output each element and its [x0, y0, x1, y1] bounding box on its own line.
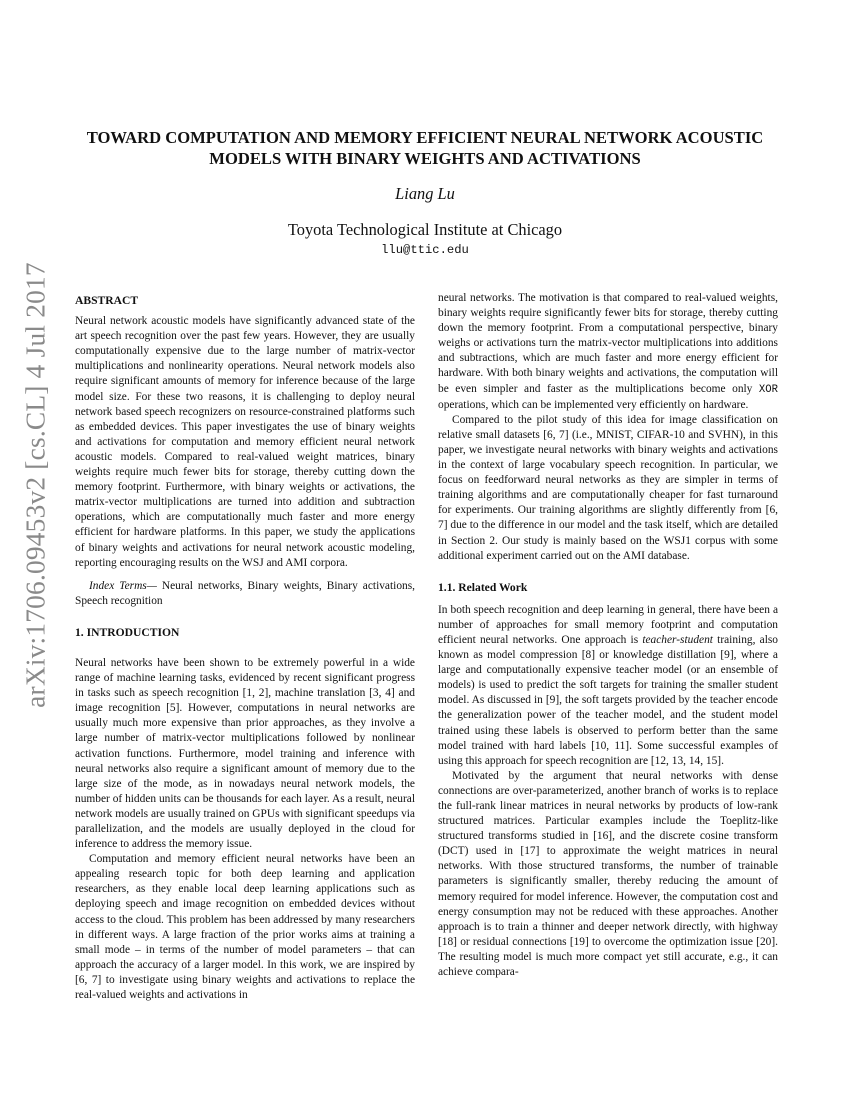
index-terms-label: Index Terms— — [89, 579, 157, 592]
index-terms — [75, 579, 415, 609]
teacher-student-term: teacher-student — [642, 633, 713, 646]
intro-paragraph-1: Neural networks have been shown to be extremely powerful in a wide range of machine learning tasks, evidenced by recent significant progress in tasks such as speech recognition [1, 2], machine translation [3, 4] and image recognition [5]. However, computations in neural networks are usually much more expensive than prior approaches, as they involve a large number of matrix-vector multiplications followed by nonlinear activation functions. Furthermore, model training and inference with neural networks also require a significant amount of memory due to the large size of the mode, as in nowadays neural network models, the number of hidden units can be thousands for each layer. As a result, neural network models are usually trained on GPUs with significant speedups via parallelization, and the models are usually deployed in the cloud for inference to address the memory issue. — [75, 656, 415, 851]
arxiv-identifier — [6, 262, 66, 708]
intro-paragraph-2: Computation and memory efficient neural networks have been an appealing research topic for both deep learning and application researchers, as they enable local deep learning applications such as deploying speech and image recognition on embedded devices without access to the cloud. This problem has been addressed by many researchers in different ways. A large fraction of the prior works aims at training a small mode – in terms of the number of model parameters – that can approach the accuracy of a larger model. In this work, we are inspired by [6, 7] to investigate using binary weights and activations to replace the real-valued weights and activations in — [75, 853, 415, 1002]
intro-paragraph-4: Compared to the pilot study of this idea for image classification on relative small datasets [6, 7] (i.e., MNIST, CIFAR-10 and SVHN), in this paper, we investigate neural networks with binary weights and activations in the context of large vocabulary speech recognition. In particular, we focus on feedforward neural networks as they are simpler in terms of training algorithms and are computationally cheaper for fast turnaround for experiments. Our training algorithms are slightly differently from [6, 7] due to the difference in our model and the task itself, which are detailed in Section 2. Our study is mainly based on the WSJ1 corpus with some additional experiment carried out on the AMI database. — [438, 413, 778, 562]
paper-title — [75, 127, 775, 169]
paper-title-line-1: TOWARD COMPUTATION AND MEMORY EFFICIENT NEURAL NETWORK ACOUSTIC — [86, 128, 764, 147]
related-paragraph-1 — [438, 603, 778, 769]
index-terms-text: Neural networks, Binary weights, Binary activations, Speech recognition — [75, 579, 415, 607]
related-paragraph-1-part-b: training, also known as model compression [8] or knowledge distillation [9], where a large and computationally expensive teacher model (or an ensemble of models) is used to predict the soft targets for training the smaller student model. As discussed in [9], the soft targets provided by the teacher encode the generalization power of the teacher model, and the student model trained using these labels is observed to perform better than the same model trained with hard labels [10, 11]. Some successful examples of using this approach for speech recognition are [12, 13, 14, 15]. — [438, 633, 778, 767]
abstract-text: Neural network acoustic models have significantly advanced state of the art speech recognition over the past few years. However, they are usually computationally expensive due to the large number of matrix-vector multiplications and nonlinearity operations. Neural network models also require significant amounts of memory for inference because of the large model size. For these two reasons, it is challenging to deploy neural network based speech recognizers on resource-constrained platforms such as embedded devices. This paper investigates the use of binary weights and activations for computation and memory efficient neural network acoustic models. Compared to real-valued weight matrices, binary weights require much fewer bits for storage, thereby cutting down the memory footprint. Furthermore, with binary weights or activations, the matrix-vector multiplications are turned into addition and subtraction operations, which are computationally much faster and more energy efficient for hardware platforms. In this paper, we study the applications of binary weights and activations for neural network acoustic modeling, reporting encouraging results on the WSJ and AMI corpora. — [75, 315, 415, 569]
paper-title-line-2: MODELS WITH BINARY WEIGHTS AND ACTIVATIONS — [209, 149, 641, 168]
author-name: Liang Lu — [395, 184, 455, 203]
author-email: llu@ttic.edu — [381, 243, 469, 257]
intro-paragraph-3-part-b: operations, which can be implemented very efficiently on hardware. — [438, 398, 749, 411]
related-work-heading: 1.1. Related Work — [438, 580, 528, 594]
right-column — [438, 291, 778, 980]
related-paragraph-2: Motivated by the argument that neural networks with dense connections are over-parameterized, another branch of works is to replace the full-rank linear matrices in neural networks by products of low-rank structured matrices. Particular examples include the Toeplitz-like structured transforms studied in [16], and the discrete cosine transform (DCT) used in [17] to approximate the weight matrices in neural networks. With those structured transforms, the number of trainable parameters is significantly smaller, thereby reducing the amount of memory required for model inference. However, the computation cost and energy consumption may not be reduced with these approaches. Another approach is to train a thinner and deeper network directly, with highway [18] or residual connections [19] to overcome the optimization issue [20]. The resulting model is much more compact yet still accurate, e.g., it can achieve compara- — [438, 769, 778, 979]
intro-paragraph-3-part-a: neural networks. The motivation is that compared to real-valued weights, binary weights require significantly fewer bits for storage, thereby cutting down the memory footprint. From a computational perspective, binary weighs or activations turn the matrix-vector multiplications into additions and subtractions, which are much faster and more energy efficient for hardware. With both binary weights and activations, the computation will be even simpler and faster as the multiplications become only — [438, 292, 778, 395]
left-column — [75, 293, 415, 1003]
abstract-heading: ABSTRACT — [75, 294, 139, 307]
related-paragraph-1-part-a: In both speech recognition and deep learning in general, there have been a number of approaches for small memory footprint and computation efficient neural networks. One approach is — [438, 603, 778, 646]
arxiv-identifier-text: arXiv:1706.09453v2 [cs.CL] 4 Jul 2017 — [20, 262, 51, 708]
affiliation: Toyota Technological Institute at Chicago — [287, 220, 563, 239]
intro-paragraph-3 — [438, 291, 778, 413]
introduction-heading: 1. INTRODUCTION — [75, 625, 180, 639]
xor-code: XOR — [758, 383, 778, 396]
